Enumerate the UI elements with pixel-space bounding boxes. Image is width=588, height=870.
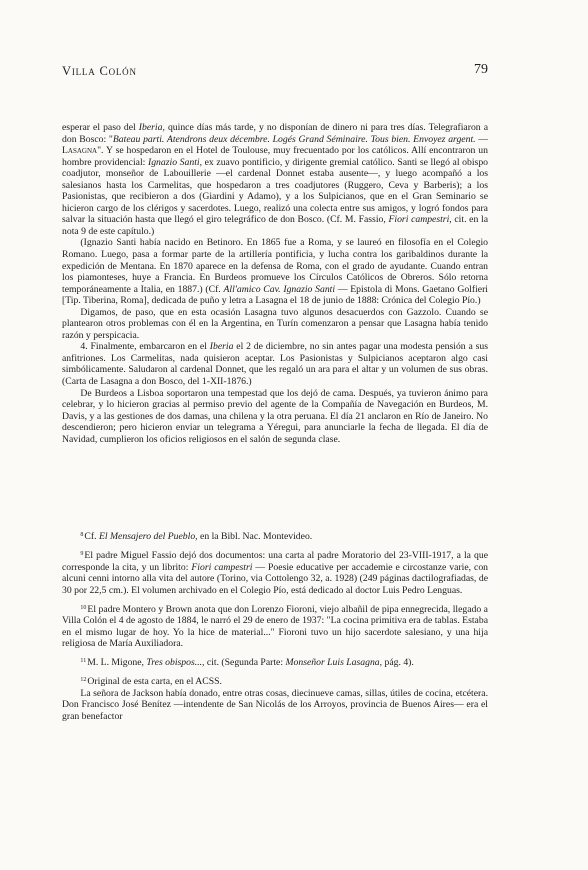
paragraph-2: (Ignazio Santi había nacido en Betinoro. En 1865 fue a Roma, y se laureó en filosofía en el Colegio Romano. Luego, pasa a formar parte de la artillería pontificia, y lucha contra los garibaldinos durante la expedición de Mentana. En 1870 aparece en la defensa de Roma, con el grado de ayudante. Cuando entran los piamonteses, huye a Francia. En Burdeos promueve los Círculos Católicos de Obreros. Sólo retorna temporáneamente a Italia, en 1887.) (Cf. All'amico Cav. Ignazio Santi — Epistola di Mons. Gaetano Golfieri [Tip. Tiberina, Roma], dedicada de puño y letra a Lasagna el 18 de junio de 1888: Crónica del Colegio Pío.) (62, 237, 488, 307)
footnote-marker: 10 (80, 604, 87, 611)
footnote-8: $^8$Cf. El Mensajero del Pueblo, en la Bibl. Nac. Montevideo. (80, 531, 313, 542)
footnotes (62, 531, 488, 730)
footnote-marker: 12 (80, 677, 87, 683)
paragraph-1: esperar el paso del Iberia, quince días más tarde, y no disponían de dinero ni para tres días. Telegrafiaron a don Bosco: "Bateau parti. Atendrons deux décembre. Logés Grand Séminaire. Tous bien. Envoyez argent. — Lasagna". Y se hospedaron en el Hotel de Toulouse, muy frecuentado por los católicos. Allí encontraron un hombre providencial: Ignazio Santi, ex zuavo pontificio, y dirigente gremial católico. Santi se llegó al obispo coadjutor, monseñor de Labouillerie —el cardenal Donnet estaba ausente—, y luego acompañó a los salesianos hasta los Carmelitas, que hospedaron a tres coadjutores (Ruggero, Ceva y Barberis); a los Pasionistas, que recibieron a dos (Giardini y Adamo), y a los Sulpicianos, que en el Gran Seminario se hicieron cargo de los clérigos y sacerdotes. Luego, realizó una colecta entre sus amigos, y logró fondos para salvar la situación hasta que llegó el giro telegráfico de don Bosco. (Cf. M. Fassio, Fiori campestri, cit. en la nota 9 de este capítulo.) (62, 122, 489, 237)
page-number: 79 (474, 62, 488, 77)
footnote-12-continuation: La señora de Jackson había donado, entre otras cosas, diecinueve camas, sillas, útiles de cocina, etcétera. Don Francisco José Benítez —intendente de San Nicolás de los Arroyos, provincia de Buenos Aires— era el gran benefactor (62, 687, 488, 722)
main-text (62, 122, 488, 445)
footnote-marker: 11 (80, 658, 87, 664)
paragraph-4: 4. Finalmente, embarcaron en el Iberia el 2 de diciembre, no sin antes pagar una modesta pensión a sus anfitriones. Los Carmelitas, nada quisieron aceptar. Los Pasionistas y Sulpicianos aceptaron algo casi simbólicamente. Saludaron al cardenal Donnet, que les regaló un ara para el altar y un volumen de sus obras. (Carta de Lasagna a don Bosco, del 1-XII-1876.) (62, 341, 488, 388)
footnote-marker: 8 (80, 532, 84, 538)
footnote-9: $^9$El padre Miguel Fassio dejó dos documentos: una carta al padre Moratorio del 23-VIII-1917, a la que corresponde la cita, y un librito: Fiori campestri — Poesie educative per accademie e circostanze varie, con alcuni cenni intorno alla vita del autore (Torino, via Cottolengo 32, a. 1928) (249 páginas dactilografiadas, de 30 por 22,5 cm.). El volumen archivado en el Colegio Pío, está dedicado al doctor Luis Pedro Lenguas. (62, 550, 489, 596)
paragraph-3: Digamos, de paso, que en esta ocasión Lasagna tuvo algunos desacuerdos con Gazzolo. Cuando se plantearon otros problemas con él en la Argentina, en Turín comenzaron a pensar que Lasagna había tenido razón y perspicacia. (62, 306, 488, 341)
footnote-marker: 9 (80, 551, 84, 557)
running-head: Villa Colón (62, 64, 137, 78)
footnote-12: $^{12}$Original de esta carta, en el ACSS. (80, 676, 222, 687)
footnote-11: $^{11}$M. L. Migone, Tres obispos..., cit. (Segunda Parte: Monseñor Luis Lasagna, pág. 4). (80, 657, 414, 668)
page-header (62, 64, 488, 80)
footnote-10: $^{10}$El padre Montero y Brown anota que don Lorenzo Fioroni, viejo albañil de pipa ennegrecida, llegado a Villa Colón el 4 de agosto de 1884, le narró el 29 de enero de 1937: "La cocina primitiva era de tablas. Estaba en el mismo lugar de hoy. Yo la hice de material..." Fioroni tuvo un hijo sacerdote salesiano, y una hija religiosa de María Auxiliadora. (62, 603, 488, 649)
paragraph-5: De Burdeos a Lisboa soportaron una tempestad que los dejó de cama. Después, ya tuvieron ánimo para celebrar, y lo hicieron gracias al permiso previo del agente de la Compañía de Navegación en Burdeos, M. Davis, y a las gestiones de dos damas, una chilena y la otra peruana. El día 21 anclaron en Río de Janeiro. No descendieron; pero hicieron enviar un telegrama a Yéregui, para anunciarle la fecha de llegada. El día de Navidad, cumplieron los oficios religiosos en el salón de segunda clase. (62, 387, 488, 445)
